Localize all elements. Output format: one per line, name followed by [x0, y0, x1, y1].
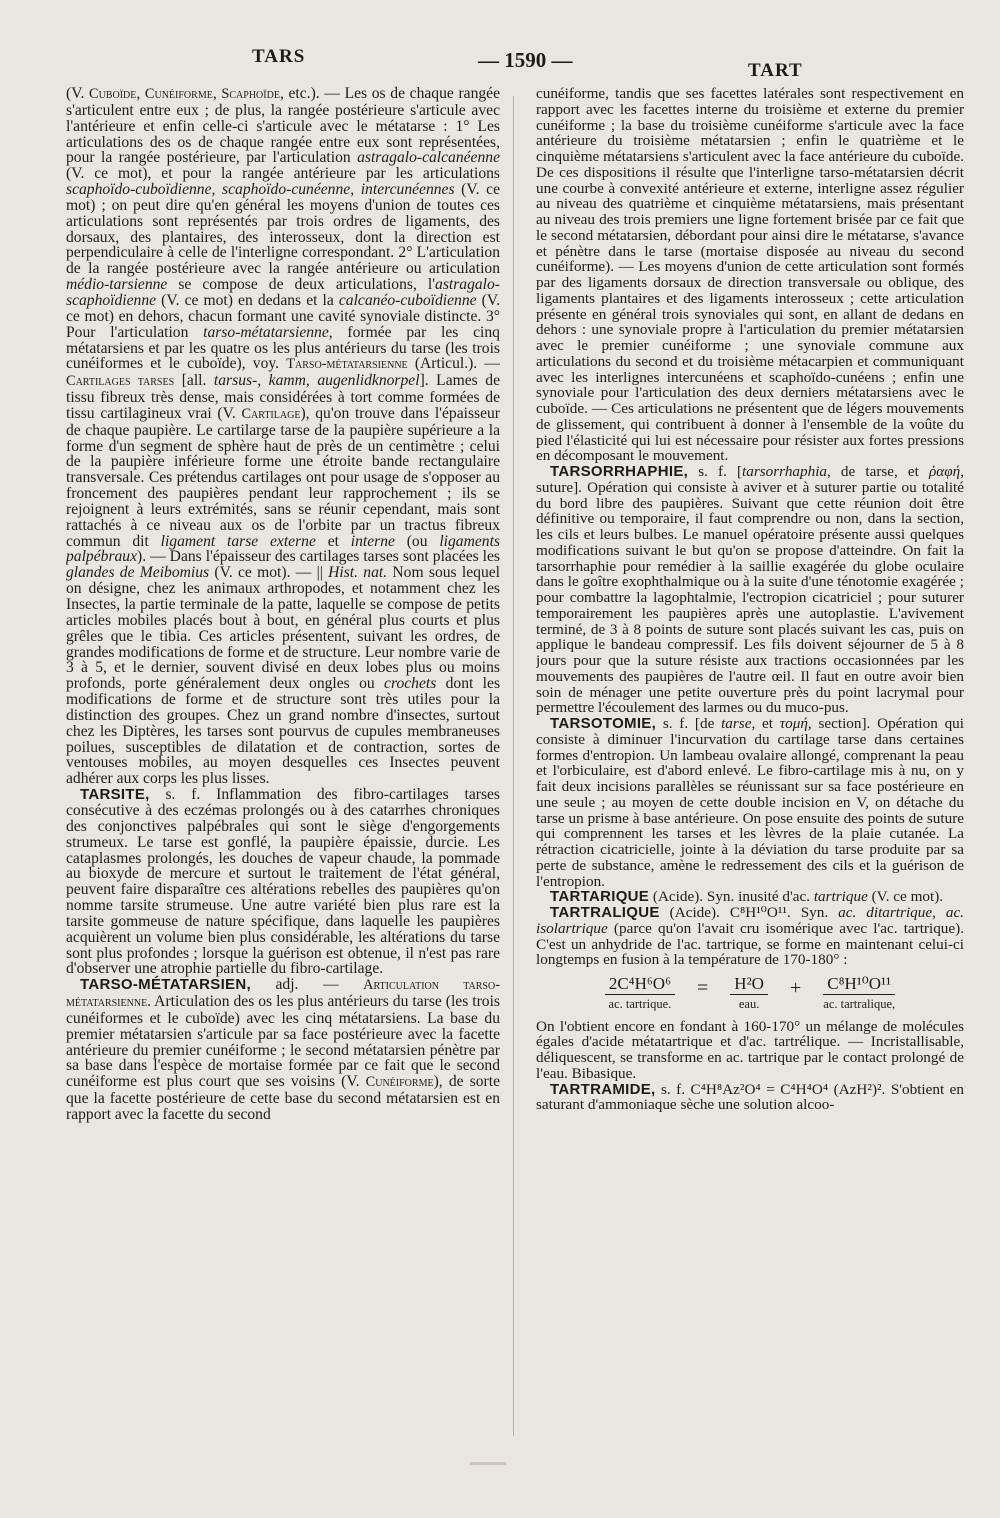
left-column — [66, 86, 500, 1428]
equation-term — [605, 976, 675, 1013]
formula: 2C⁴H⁶O⁶ — [605, 976, 675, 995]
formula-label: ac. tartrique. — [608, 996, 672, 1011]
running-head-right: TART — [748, 60, 803, 81]
cross-ref: Cuboïde — [89, 86, 137, 102]
cross-ref: Cartilage — [241, 405, 301, 422]
plus-sign: + — [789, 976, 802, 999]
entry-tartramide: TARTRAMIDE, s. f. C⁴H⁸Az²O⁴ = C⁴H⁴O⁴ (AzH²)². S'obtient en saturant d'ammoniaque sèche une solution alcoo- — [536, 1080, 964, 1114]
cross-ref: Scaphoïde — [221, 86, 280, 102]
headword: TARTRALIQUE — [550, 904, 660, 921]
formula-label: eau. — [738, 996, 760, 1011]
equals-sign: = — [697, 976, 709, 999]
equation-term — [730, 976, 768, 1013]
entry-tarsotomie: TARSOTOMIE, s. f. [de tarse, et τομή, section]. Opération qui consiste à diminuer l'incurvation du cartilage tarse dans certaines formes d'entropion. Un lambeau ovalaire allongé, comprenant la peau et l'orbiculaire, est d'abord enlevé. Le fibro-cartilage mis à nu, on y fait deux incisions parallèles se réunissant sur sa face postérieure en une seule ; au moyen de cette double incision en V, on détache du tarse un prisme à base antérieure. On pose ensuite des points de suture qui comprennent les tarses et les lèvres de la plaie cutanée. La rétraction cicatricielle, jointe à la déviation du tarse produite par sa perte de substance, amène le redressement des cils et la guérison de l'entropion. — [536, 715, 964, 890]
cross-ref: Cunéiforme — [144, 86, 213, 102]
chemical-equation — [536, 976, 964, 1013]
right-column — [536, 86, 964, 1430]
column-divider — [513, 96, 514, 1436]
page-number: — 1590 — — [478, 48, 573, 72]
subheading: Articulation tarso-métatarsienne — [66, 977, 500, 1011]
entry-tarsite: TARSITE, s. f. Inflammation des fibro-cartilages tarses consécutive à des eczémas prolongés ou à des catarrhes chroniques des conjonctives palpébrales qui sont le siège d'engorgements strumeux. Le tarse est gonflé, la paupière épaissie, durcie. Les cataplasmes prolongés, les douches de vapeur chaude, la pommade au bioxyde de mercure et surtout le traitement de l'état général, peuvent faire disparaître ces altérations rebelles des paupières qu'on nomme tarsite strumeuse. Une autre variété bien plus rare est la tarsite gommeuse de nature spécifique, dans laquelle les paupières acquièrent un volume bien plus considérable, les altérations du tarse sont plus profondes ; lorsque la guérison est obtenue, il n'est pas rare d'observer une atrophie partielle du fibro-cartilage. — [66, 786, 500, 978]
cross-ref: Cunéiforme — [365, 1074, 434, 1091]
entry-tarso-metatarsien: TARSO-MÉTATARSIEN, adj. — Articulation tarso-métatarsienne. Articulation des os les plus antérieurs du tarse (les trois cunéiformes et le cuboïde) avec les cinq métatarsiens. La base du premier métatarsien s'articule par sa face postérieure avec la facette antérieure du premier cunéiforme ; le second métatarsien pénètre par sa base dans l'espèce de mortaise formée par ce fait que le second cunéiforme est plus court que ses voisins (V. Cunéiforme), de sorte que la facette postérieure de cette base du second métatarsien est en rapport avec la facette du second — [66, 976, 500, 1123]
headword: TARSORRHAPHIE, — [550, 463, 689, 480]
entry-tartralique-continuation: On l'obtient encore en fondant à 160-170° un mélange de molécules égales d'acide métatartrique et d'ac. tartrélique. — Incristallisable, déliquescent, se transforme en ac. tartrique par le contact prolongé de l'eau. Bibasique. — [536, 1017, 964, 1082]
equation-term — [823, 976, 895, 1013]
entry-tarse-continuation: (V. Cuboïde, Cunéiforme, Scaphoïde, etc.). — Les os de chaque rangée s'articulent entre eux ; de plus, la rangée postérieure s'articule avec l'antérieure et enfin celle-ci s'articule avec le métatarse : 1° Les articulations des os de chaque rangée entre eux sont représentées, pour la rangée postérieure, par l'articulation astragalo-calcanéenne (V. ce mot), et pour la rangée antérieure par les articulations scaphoïdo-cuboïdienne, scaphoïdo-cunéenne, intercunéennes (V. ce mot) ; on peut dire qu'en général les moyens d'union de toutes ces articulations sont représentés par trois ordres de ligaments, des dorsaux, des plantaires, des interosseux, dont la direction est perpendiculaire à celle de l'interligne correspondant. 2° L'articulation de la rangée postérieure avec la rangée antérieure ou articulation médio-tarsienne se compose de deux articulations, l'astragalo-scaphoïdienne (V. ce mot) en dedans et la calcanéo-cuboïdienne (V. ce mot) en dehors, chacun formant une cavité synoviale distincte. 3° Pour l'articulation tarso-métatarsienne, formée par les cinq métatarsiens et par les quatre os les plus antérieurs du tarse (les trois cunéiformes et le cuboïde), voy. Tarso-métatarsienne (Articul.). — Cartilages tarses [all. tarsus-, kamm, augenlidknorpel]. Lames de tissu fibreux très dense, mais considérées à tort comme formées de tissu cartilagineux vrai (V. Cartilage), qu'on trouve dans l'épaisseur de chaque paupière. Le cartilarge tarse de la paupière supérieure a la forme d'un segment de sphère haut de près de un centimètre ; celui de la paupière inférieure forme une étroite bande rectangulaire transversale. Ces prétendus cartilages ont pour usage de s'opposer au froncement des paupières pendant leur rapprochement ; ils se rejoignent à leurs extrémités, sans se réunir cependant, mais sont rattachés à ce niveau aux os de l'orbite par un tractus fibreux commun dit ligament tarse externe et interne (ou ligaments palpébraux). — Dans l'épaisseur des cartilages tarses sont placées les glandes de Meibomius (V. ce mot). — || Hist. nat. Nom sous lequel on désigne, chez les animaux arthropodes, et notamment chez les Insectes, la partie terminale de la patte, laquelle se compose de petits articles mobiles placés bout à bout, en général plus courts et plus grêles que le tibia. Ces articles présentent, suivant les ordres, de grandes modifications de forme et de structure. Leur nombre varie de 3 à 5, et le dernier, souvent divisé en deux lobes plus ou moins profonds, porte généralement deux ongles ou crochets dont les modifications de forme et de structure sont très utiles pour la distinction des groupes. Chez un grand nombre d'insectes, surtout chez les Diptères, les tarses sont pourvus de cupules membraneuses poilues, susceptibles de dilatation et de contraction, sortes de ventouses mobiles, au moyen desquelles ces Insectes peuvent adhérer aux corps les plus lisses. — [66, 86, 500, 788]
page-header — [0, 46, 1000, 86]
running-head-left: TARS — [252, 46, 306, 67]
headword: TARTRAMIDE, — [550, 1080, 656, 1098]
entry-tartarique: TARTARIQUE (Acide). Syn. inusité d'ac. tartrique (V. ce mot). — [550, 888, 944, 906]
formula: C⁸H¹⁰O¹¹ — [823, 976, 895, 995]
cross-ref: Tarso-métatarsienne — [286, 356, 408, 373]
subheading: Cartilages tarses — [66, 373, 175, 390]
formula-label: ac. tartralique, — [823, 996, 896, 1011]
entry-tarsorrhaphie: TARSORRHAPHIE, s. f. [tarsorrhaphia, de tarse, et ῥαφή, suture]. Opération qui consiste à aviver et à suturer partie ou totalité du bord libre des paupières. Suivant que cette réunion doit être définitive ou temporaire, il faut comprendre ou non, dans la section, les cils et leurs bulbes. Le manuel opératoire présente aussi quelques modifications suivant le but qu'on se propose d'atteindre. On fait la tarsorrhaphie pour remédier à la saillie exagérée du globe oculaire dans le goître exophthalmique ou à la suite d'une ténotomie exagérée ; pour combattre la lagophtalmie, l'ectropion cicatriciel ; pour suturer temporairement les paupières après une autoplastie. L'avivement terminé, de 3 à 8 points de suture sont placés suivant les cas, puis on applique le bandeau compressif. Les fils doivent séjourner de 5 à 8 jours pour que la suture résiste aux tractions occasionnées par les mouvements des paupières de l'autre œil. Il faut en outre avoir bien soin de ménager une petite ouverture près du point lacrymal pour permettre l'écoulement des larmes ou du muco-pus. — [536, 463, 964, 717]
headword: TARTARIQUE — [550, 888, 650, 906]
formula: H²O — [730, 976, 768, 995]
print-smudge — [470, 1462, 506, 1465]
entry-tarso-metatarsien-continuation: cunéiforme, tandis que ses facettes latérales sont respectivement en rapport avec les facettes interne du troisième et externe du premier cunéiforme ; la base du troisième cunéiforme s'articule avec la face antérieure du troisième métatarsien ; enfin le quatrième et le cinquième métatarsiens s'articulent avec la face antérieure du cuboïde. De ces dispositions il résulte que l'interligne tarso-métatarsien décrit une courbe à convexité antérieure et externe, interligne assez régulier au niveau des quatrième et cinquième métatarsiens, mais présentant au niveau des trois premiers une ligne fortement brisée par ce fait que le second métatarsien, débordant pour ainsi dire le métatarse, s'avance et pénètre dans le tarse (mortaise disposée au niveau du second cunéiforme). — Les moyens d'union de cette articulation sont formés par des ligaments dorsaux de direction transversale ou oblique, des ligaments plantaires et des ligaments interosseux ; cette articulation présente en général trois synoviales qui sont, en allant de dedans en dehors : une synoviale propre à l'articulation du premier métatarsien avec le premier cunéiforme ; une synoviale commune aux articulations du second et du troisième métacarpien et communiquant avec les interlignes intercunéens et scaphoïdo-cunéens ; enfin une synoviale pour l'articulation des deux derniers métatarsiens avec le cuboïde. — Ces articulations ne présentent que de légers mouvements de glissement, qui contribuent à donner à l'ensemble de la voûte du pied l'élasticité qui lui est nécessaire pour résister aux fortes pressions en décomposant le mouvement. — [536, 86, 964, 465]
headword: TARSO-MÉTATARSIEN, — [80, 976, 251, 994]
headword: TARSITE, — [80, 786, 150, 804]
entry-tartralique: TARTRALIQUE (Acide). C⁸H¹⁰O¹¹. Syn. ac. ditartrique, ac. isolartrique (parce qu'on l'avait cru isomérique avec l'ac. tartrique). C'est un anhydride de l'ac. tartrique, se forme en maintenant celui-ci longtemps en fusion à la température de 170-180° : — [536, 904, 964, 969]
headword: TARSOTOMIE, — [550, 715, 657, 732]
